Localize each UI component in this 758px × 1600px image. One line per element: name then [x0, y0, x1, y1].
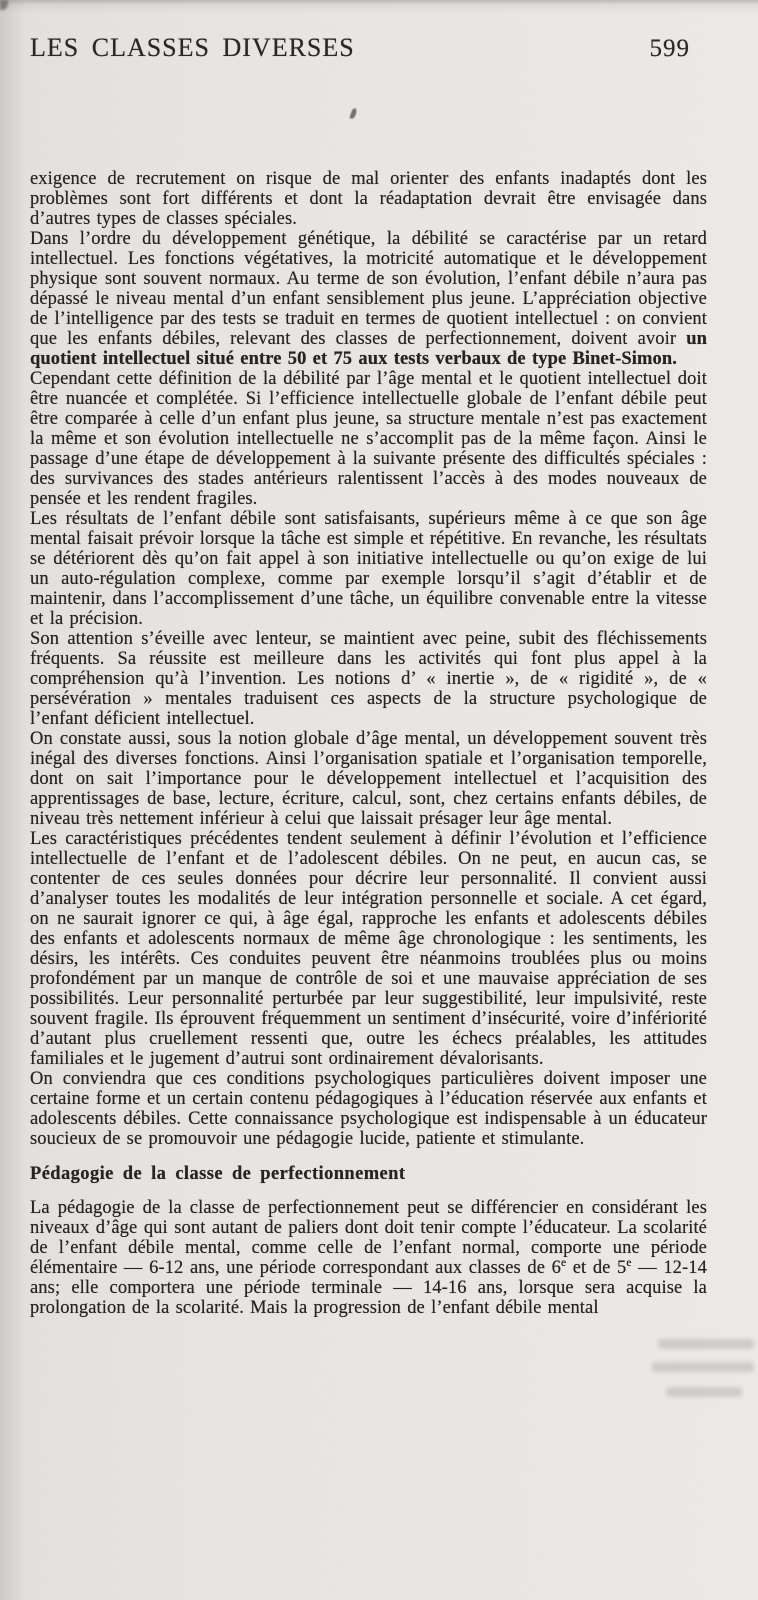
paragraph-developpement-inegal: On constate aussi, sous la notion globale d’âge mental, un développement souvent très inégal des diverses fonctions. Ainsi l’organisation spatiale et l’organisation temporelle, dont on sait l’importance pour le développement intellectuel et l’acquisition des apprentissages de base, lecture, écriture, calcul, sont, chez certains enfants débiles, de niveau très nettement inférieur à celui que laissait présager leur âge mental. — [30, 729, 707, 829]
page-body-text — [30, 169, 707, 1318]
bleed-through-text-smudge — [658, 1339, 754, 1349]
paragraph-definition-debilite — [30, 229, 707, 369]
paragraph-resultats: Les résultats de l’enfant débile sont satisfaisants, supérieurs même à ce que son âge mental faisait prévoir lorsque la tâche est simple et répétitive. En revanche, les résultats se détériorent dès qu’on fait appel à son initiative intellectuelle ou qu’on exige de lui un auto-régulation complexe, comme par exemple lorsqu’il s’agit d’établir et de maintenir, dans l’accomplissement d’une tâche, un équilibre convenable entre la vitesse et la précision. — [30, 509, 707, 629]
running-header-title: LES CLASSES DIVERSES — [30, 33, 355, 62]
ink-speck — [349, 107, 357, 119]
bleed-through-text-smudge — [652, 1362, 754, 1372]
running-header — [30, 33, 690, 63]
paragraph-nuance-definition: Cependant cette définition de la débilité par l’âge mental et le quotient intellectuel doit être nuancée et complétée. Si l’efficience intellectuelle globale de l’enfant débile peut être comparée à celle d’un enfant plus jeune, sa structure mentale n’est pas exactement la même et son évolution intellectuelle ne s’accomplit pas de la même façon. Ainsi le passage d’une étape de développement à la suivante présente des difficultés spéciales : des survivances des stades antérieurs ralentissent l’accès à des modes nouveaux de pensée et les rendent fragiles. — [30, 369, 707, 509]
paragraph-conditions-psychologiques: On conviendra que ces conditions psychologiques particulières doivent imposer une certaine forme et un certain contenu pédagogiques à l’éducation réservée aux enfants et adolescents débiles. Cette connaissance psychologique est indispensable à un éducateur soucieux de se promouvoir une pédagogie lucide, patiente et stimulante. — [30, 1069, 707, 1149]
superscript-e: e — [626, 1256, 632, 1269]
page-number: 599 — [649, 35, 690, 62]
paragraph-run: — 12-14 ans; elle comportera une période terminale — 14-16 ans, lorsque sera acquise la prolongation de la scolarité. Mais la progression de l’enfant débile mental — [30, 1258, 707, 1318]
paragraph-attention: Son attention s’éveille avec lenteur, se maintient avec peine, subit des fléchissements fréquents. Sa réussite est meilleure dans les activités qui font plus appel à la compréhension qu’à l’invention. Les notions d’ « inertie », de « rigidité », de « persévération » mentales traduisent ces aspects de la structure psychologique de l’enfant déficient intellectuel. — [30, 629, 707, 729]
section-heading-pedagogie: Pédagogie de la classe de perfectionnement — [30, 1164, 406, 1184]
paragraph-lead-run: Dans l’ordre du développement génétique, la débilité se caractérise par un retard intellectuel. Les fonctions végétatives, la motricité automatique et le développement physique sont souvent normaux. Au terme de son évolution, l’enfant débile n’aura pas dépassé le niveau mental d’un enfant sensiblement plus jeune. L’appréciation objective de l’intelligence par des tests se traduit en termes de quotient intellectuel : on convient que les enfants débiles, relevant des classes de perfectionnement, doivent avoir — [30, 229, 707, 349]
superscript-e: e — [560, 1256, 567, 1269]
paragraph-personnalite: Les caractéristiques précédentes tendent seulement à définir l’évolution et l’efficience intellectuelle de l’enfant et de l’adolescent débiles. On ne peut, en aucun cas, se contenter de ces seules données pour décrire leur personnalité. Il convient aussi d’analyser toutes les modalités de leur intégration personnelle et sociale. A cet égard, on ne saurait ignorer ce qui, à âge égal, rapproche les enfants et adolescents débiles des enfants et adolescents normaux de même âge chronologique : les sentiments, les désirs, les intérêts. Ces conduites peuvent être néanmoins troublées plus ou moins profondément par un manque de contrôle de soi et une mauvaise appréciation de ses possibilités. Leur personnalité perturbée par leur suggestibilité, leur impulsivité, reste souvent fragile. Ils éprouvent fréquemment un sentiment d’insécurité, voire d’infériorité d’autant plus cruellement ressenti que, outre les échecs préalables, les attitudes familiales et le jugement d’autrui sont ordinairement dévalorisants. — [30, 829, 707, 1069]
bold-quotient-statement: un quotient intellectuel situé entre 50 et 75 aux tests verbaux de type Binet-Simon. — [30, 329, 707, 369]
paragraph-run: La pédagogie de la classe de perfectionnement peut se différencier en considérant les niveaux d’âge qui sont autant de paliers dont doit tenir compte l’éducateur. La scolarité de l’enfant débile mental, comme celle de l’enfant normal, comporte une période élémentaire — 6-12 ans, une période correspondant aux classes de 6 — [30, 1198, 707, 1278]
bleed-through-text-smudge — [666, 1387, 742, 1397]
scan-corner-mark — [0, 0, 8, 10]
paragraph-continuation: exigence de recrutement on risque de mal orienter des enfants inadaptés dont les problèmes sont fort différents et dont la réadaptation devrait être envisagée dans d’autres types de classes spéciales. — [30, 169, 707, 229]
paragraph-pedagogie-classe — [30, 1198, 707, 1318]
paragraph-run: et de 5 — [566, 1258, 627, 1278]
